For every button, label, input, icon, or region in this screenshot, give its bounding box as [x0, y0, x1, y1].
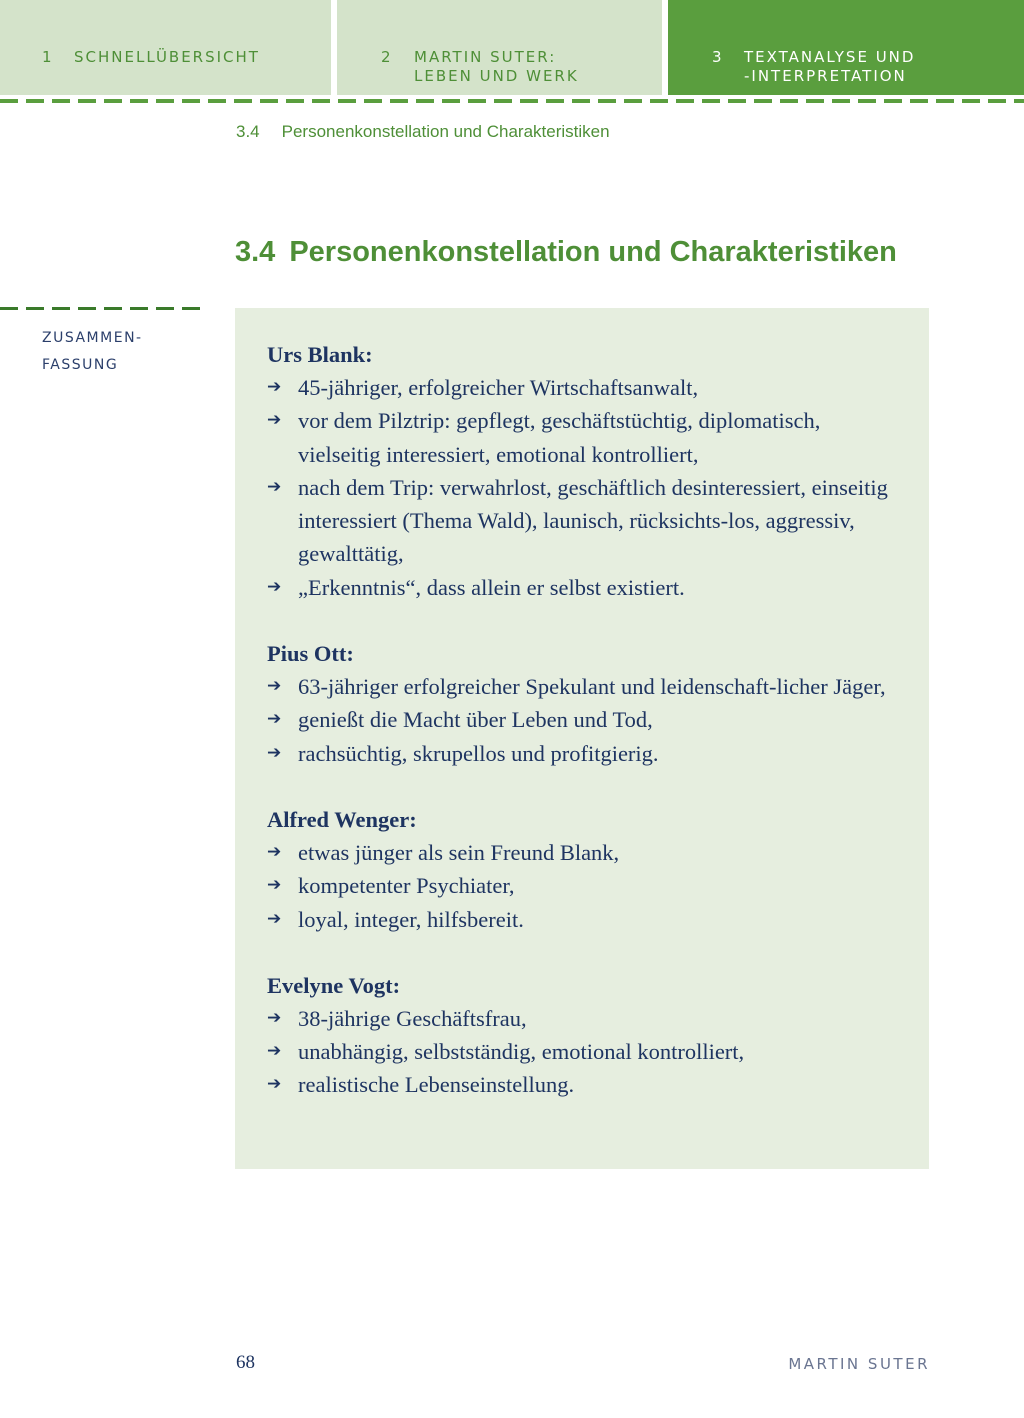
right-arrow-icon: ➔: [267, 1007, 282, 1028]
list-item: ➔ „Erkenntnis“, dass allein er selbst existiert.: [267, 571, 897, 604]
right-arrow-icon: ➔: [267, 1074, 282, 1095]
list-item: ➔ vor dem Pilztrip: gepflegt, geschäftstüchtig, diplomatisch, vielseitig interessiert, emotional kontrolliert,: [267, 404, 897, 471]
right-arrow-icon: ➔: [267, 742, 282, 763]
list-item: ➔ 63-jähriger erfolgreicher Spekulant und leidenschaft-licher Jäger,: [267, 670, 897, 703]
right-arrow-icon: ➔: [267, 841, 282, 862]
tab-schnelluebersicht[interactable]: [0, 0, 331, 95]
list-item: ➔ etwas jünger als sein Freund Blank,: [267, 836, 897, 869]
section-number: 3.4: [235, 236, 276, 268]
section-title-text: Personenkonstellation und Charakteristiken: [289, 236, 897, 268]
tab-label: MARTIN SUTER: LEBEN UND WERK: [414, 48, 579, 85]
tab-leben-und-werk[interactable]: [337, 0, 662, 95]
list-item: ➔ rachsüchtig, skrupellos und profitgierig.: [267, 737, 897, 770]
person-name: Urs Blank:: [267, 342, 373, 367]
summary-box: [235, 308, 929, 1169]
tab-textanalyse-active[interactable]: [668, 0, 1024, 95]
list-item: ➔ 45-jähriger, erfolgreicher Wirtschaftsanwalt,: [267, 371, 897, 404]
list-item: ➔ nach dem Trip: verwahrlost, geschäftlich desinteressiert, einseitig interessiert (Thema Wald), launisch, rücksichts-los, aggressiv, gewalttätig,: [267, 471, 897, 571]
running-head-number: 3.4: [236, 122, 260, 141]
tab-number: 1: [42, 48, 54, 66]
right-arrow-icon: ➔: [267, 709, 282, 730]
person-block: [267, 338, 897, 604]
right-arrow-icon: ➔: [267, 377, 282, 397]
tab-number: 3: [712, 48, 724, 66]
tab-number: 2: [381, 48, 393, 66]
right-arrow-icon: ➔: [267, 410, 282, 431]
person-block: [267, 637, 897, 770]
right-arrow-icon: ➔: [267, 576, 282, 597]
person-name: Pius Ott:: [267, 641, 354, 667]
section-title: [235, 236, 897, 269]
tab-label: TEXTANALYSE UND -INTERPRETATION: [744, 48, 916, 85]
list-item: ➔ kompetenter Psychiater,: [267, 869, 897, 902]
right-arrow-icon: ➔: [267, 875, 282, 896]
person-name: Evelyne Vogt:: [267, 972, 401, 998]
person-name: Alfred Wenger:: [267, 806, 417, 832]
person-block: [267, 969, 897, 1102]
page-number: 68: [236, 1352, 255, 1373]
list-item: ➔ genießt die Macht über Leben und Tod,: [267, 703, 897, 736]
running-head: [236, 122, 610, 142]
list-item: ➔ 38-jährige Geschäftsfrau,: [267, 1002, 897, 1035]
right-arrow-icon: ➔: [267, 676, 282, 697]
header-dashed-rule: [0, 99, 1024, 103]
margin-dashed-rule: [0, 307, 203, 310]
right-arrow-icon: ➔: [267, 476, 282, 497]
list-item: ➔ realistische Lebenseinstellung.: [267, 1068, 897, 1101]
list-item: ➔ unabhängig, selbstständig, emotional kontrolliert,: [267, 1035, 897, 1068]
right-arrow-icon: ➔: [267, 908, 282, 929]
list-item: ➔ loyal, integer, hilfsbereit.: [267, 903, 897, 936]
running-head-title: Personenkonstellation und Charakteristiken: [281, 122, 610, 141]
right-arrow-icon: ➔: [267, 1041, 282, 1062]
margin-label: ZUSAMMEN- FASSUNG: [42, 330, 143, 373]
footer-author: MARTIN SUTER: [788, 1355, 930, 1373]
tab-label: SCHNELLÜBERSICHT: [74, 48, 260, 66]
person-block: [267, 803, 897, 936]
